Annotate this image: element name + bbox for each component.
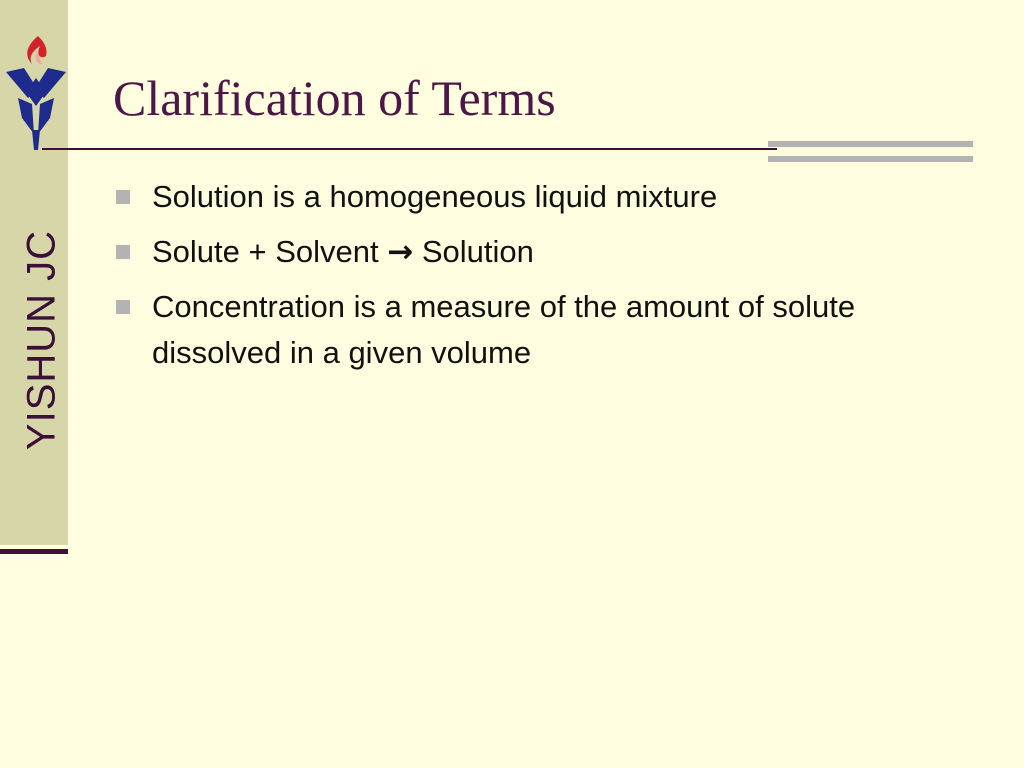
bullet-item-solution [112, 174, 972, 220]
bullet-text-lhs: Solute + Solvent [152, 234, 388, 269]
logo-tail [32, 130, 40, 150]
bullet-text: Solution is a homogeneous liquid mixture [152, 179, 718, 214]
logo-lower-right [38, 98, 54, 134]
rule-accent-stripe-top [768, 141, 973, 147]
title-rule-line [42, 148, 777, 150]
bullet-item-solute-solvent [112, 229, 972, 275]
left-sidebar [0, 0, 68, 545]
right-arrow-icon: → [387, 234, 414, 270]
logo-lower-left [18, 98, 34, 134]
rule-accent-stripe-bottom [768, 156, 973, 162]
square-bullet-icon [116, 245, 130, 259]
square-bullet-icon [116, 190, 130, 204]
bullet-list [112, 174, 972, 385]
sidebar-divider-bar [0, 549, 68, 554]
slide-title: Clarification of Terms [113, 70, 556, 126]
bullet-text: Concentration is a measure of the amount of solute dissolved in a given volume [152, 289, 856, 370]
sidebar-school-name: YISHUN JC [19, 229, 64, 451]
title-rule-accent [768, 141, 973, 162]
bullet-item-concentration [112, 284, 972, 376]
bullet-text-rhs: Solution [413, 234, 534, 269]
school-logo-icon [4, 34, 68, 152]
square-bullet-icon [116, 300, 130, 314]
